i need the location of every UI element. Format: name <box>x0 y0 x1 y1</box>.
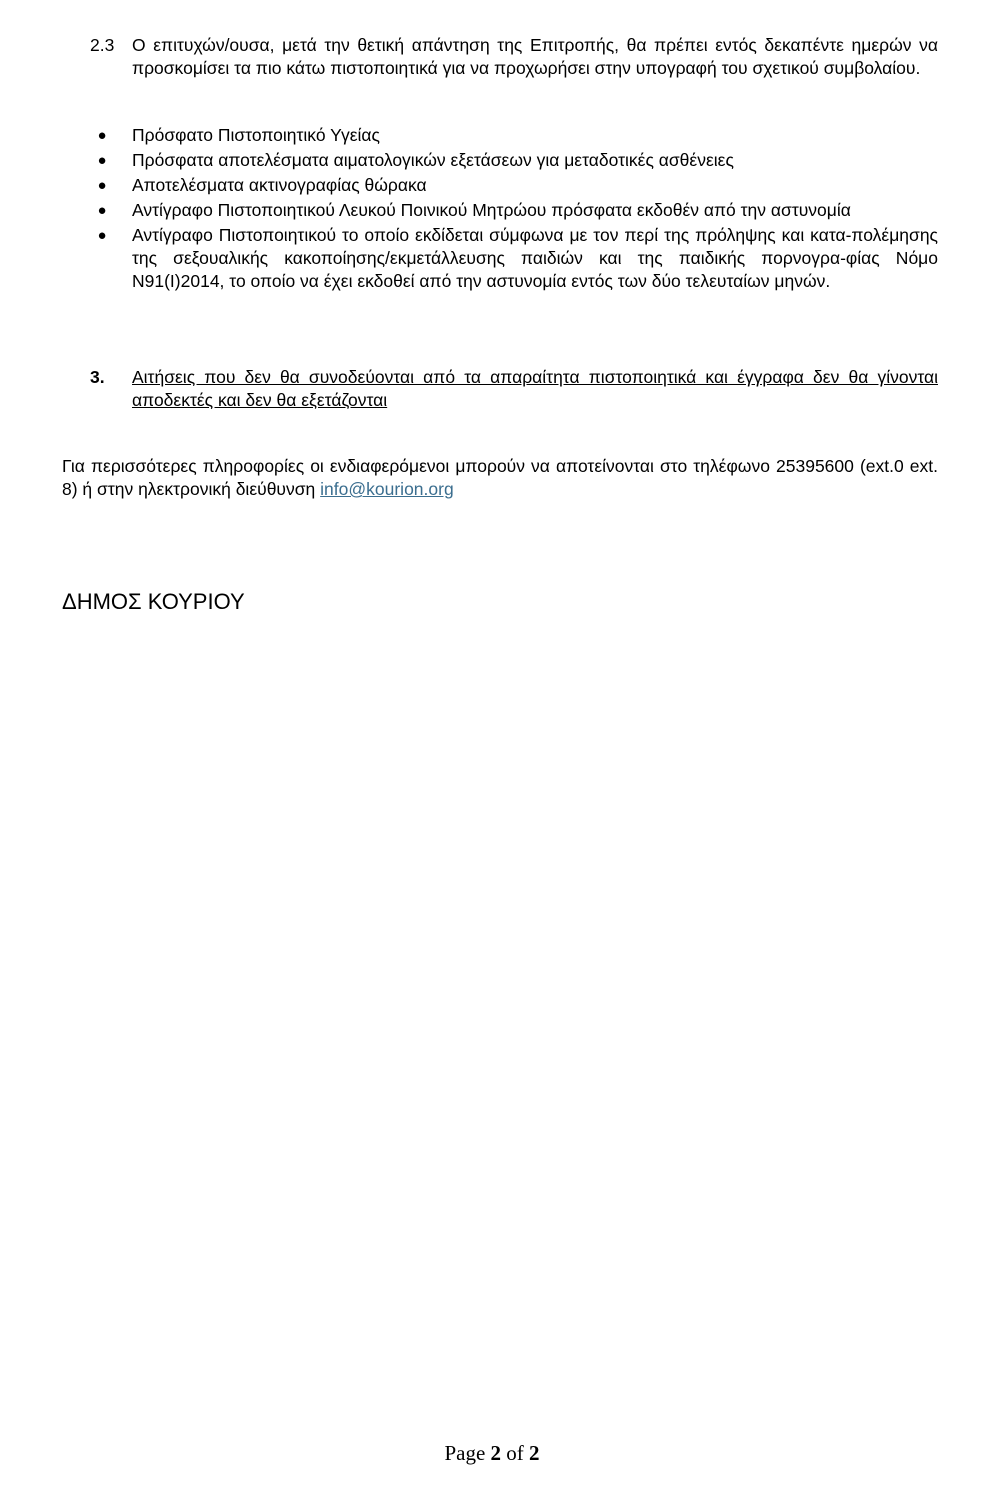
list-item: ● Αποτελέσματα ακτινογραφίας θώρακα <box>97 175 427 195</box>
email-link[interactable]: info@kourion.org <box>320 479 454 499</box>
section-number: 3. <box>90 367 105 387</box>
bullet-icon: ● <box>97 127 107 144</box>
list-item: ● Αντίγραφο Πιστοποιητικού Λευκού Ποινικού Μητρώου πρόσφατα εκδοθέν από την αστυνομία <box>97 200 851 220</box>
section-text: Ο επιτυχών/ουσα, μετά την θετική απάντηση της Επιτροπής, θα πρέπει εντός δεκαπέντε ημερών να προσκομίσει τα πιο κάτω πιστοποιητικά για να προχωρήσει στην υπογραφή του σχετικού συμβολαίου. <box>132 35 938 78</box>
section-number: 2.3 <box>90 35 115 55</box>
bullet-icon: ● <box>97 177 107 194</box>
contact-info <box>62 455 938 501</box>
list-item: ● Αντίγραφο Πιστοποιητικού το οποίο εκδίδεται σύμφωνα με τον περί της πρόληψης και κατα-πολέμησης της σεξουαλικής κακοποίησης/εκμετάλλευσης παιδιών και της παιδικής πορνογρα-φίας Νόμο Ν91(Ι)2014, το οποίο να έχει εκδοθεί από την αστυνομία εντός των δύο τελευταίων μηνών. <box>97 225 938 291</box>
bullet-icon: ● <box>97 227 107 244</box>
section-3 <box>90 366 938 412</box>
page-footer <box>0 1440 984 1466</box>
bullet-icon: ● <box>97 152 107 169</box>
contact-text: Για περισσότερες πληροφορίες οι ενδιαφερόμενοι μπορούν να αποτείνονται στο τηλέφωνο 25395600 (ext.0 ext. 8) ή στην ηλεκτρονική διεύθυνση <box>62 456 938 499</box>
page-total: 2 <box>529 1441 540 1465</box>
page-of: of <box>506 1441 524 1465</box>
list-item: ● Πρόσφατο Πιστοποιητικό Υγείας <box>97 125 380 145</box>
page-current: 2 <box>490 1441 502 1465</box>
signature: ΔΗΜΟΣ ΚΟΥΡΙΟΥ <box>62 589 245 614</box>
section-text: Αιτήσεις που δεν θα συνοδεύονται από τα απαραίτητα πιστοποιητικά και έγγραφα δεν θα γίνονται αποδεκτές και δεν θα εξετάζονται <box>132 367 938 410</box>
certificate-list <box>96 124 938 295</box>
list-item: ● Πρόσφατα αποτελέσματα αιματολογικών εξετάσεων για μεταδοτικές ασθένειες <box>97 150 734 170</box>
bullet-icon: ● <box>97 202 107 219</box>
section-2-3 <box>90 34 938 80</box>
page-label: Page <box>444 1441 486 1465</box>
